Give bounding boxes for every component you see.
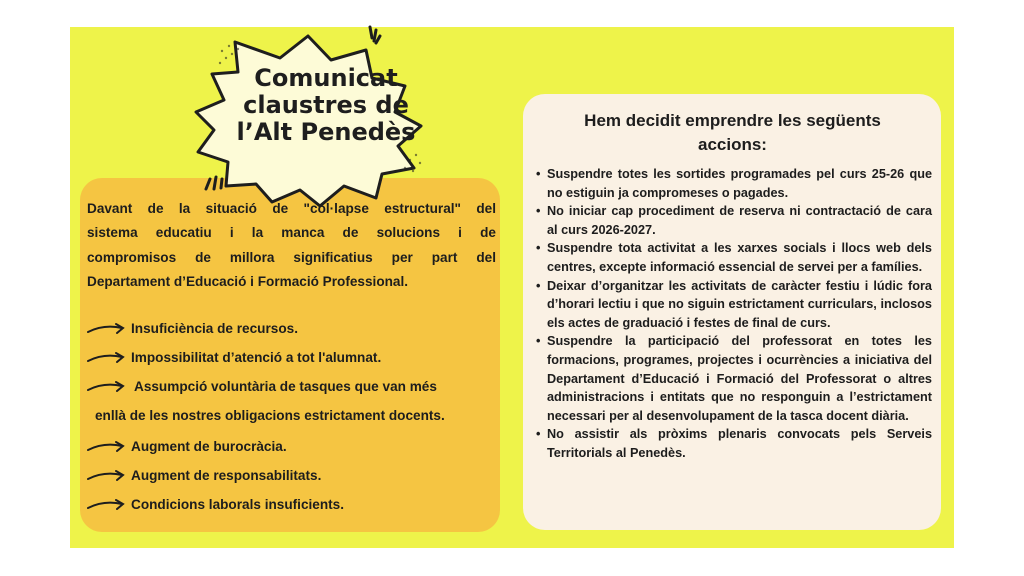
action-item: • Suspendre totes les sortides programades pel curs 25-26 que no estiguin ja compromeses o pagades. bbox=[536, 165, 932, 202]
title-line: Comunicat bbox=[254, 64, 398, 92]
problem-item: Augment de burocràcia. bbox=[131, 439, 287, 454]
problem-item: Impossibilitat d’atenció a tot l'alumnat. bbox=[131, 350, 382, 365]
right-arrow-icon bbox=[86, 440, 126, 454]
right-arrow-icon bbox=[86, 322, 126, 336]
heading-line: accions: bbox=[698, 135, 767, 154]
actions-list bbox=[536, 165, 932, 463]
heading-line: Hem decidit emprendre les següents bbox=[584, 111, 881, 130]
right-arrow-icon bbox=[86, 469, 126, 483]
action-item: • No assistir als pròxims plenaris convocats pels Serveis Territorials al Penedès. bbox=[536, 425, 932, 462]
title-line: l’Alt Penedès bbox=[236, 118, 416, 146]
right-arrow-icon bbox=[86, 380, 126, 394]
page-title bbox=[231, 65, 421, 146]
problem-item: Augment de responsabilitats. bbox=[131, 468, 322, 483]
actions-heading bbox=[540, 109, 925, 157]
problem-item: Assumpció voluntària de tasques que van més bbox=[134, 379, 437, 394]
action-item: • No iniciar cap procediment de reserva ni contractació de cara al curs 2026-2027. bbox=[536, 202, 932, 239]
intro-paragraph bbox=[87, 197, 496, 294]
intro-line: sistema educatiu i la manca de solucions i de bbox=[87, 225, 496, 241]
right-arrow-icon bbox=[86, 498, 126, 512]
right-arrow-icon bbox=[86, 351, 126, 365]
problem-item: Insuficiència de recursos. bbox=[131, 321, 298, 336]
intro-line: compromisos de millora significatius per part del bbox=[87, 249, 496, 265]
action-item: • Deixar d’organitzar les activitats de caràcter festiu i lúdic fora d’horari lectiu i que no siguin estrictament curriculars, inclosos els actes de graduació i festes de final de curs. bbox=[536, 277, 932, 333]
title-line: claustres de bbox=[243, 91, 409, 119]
problem-item: Condicions laborals insuficients. bbox=[131, 497, 345, 512]
problem-item: enllà de les nostres obligacions estrictament docents. bbox=[95, 408, 445, 423]
action-item: • Suspendre la participació del professorat en totes les formacions, programes, projectes i ocurrències a iniciativa del Departament d’Educació i Formació del Professorat o altres administracions i entitats que no responguin a l’estrictament necessari per al desenvolupament de la tasca docent diària. bbox=[536, 332, 932, 425]
intro-line: Davant de la situació de "col·lapse estructural" del bbox=[87, 201, 496, 216]
intro-line: Departament d’Educació i Formació Professional. bbox=[87, 273, 409, 289]
action-item: • Suspendre tota activitat a les xarxes socials i llocs web dels centres, excepte informació essencial de servei per a famílies. bbox=[536, 239, 932, 276]
